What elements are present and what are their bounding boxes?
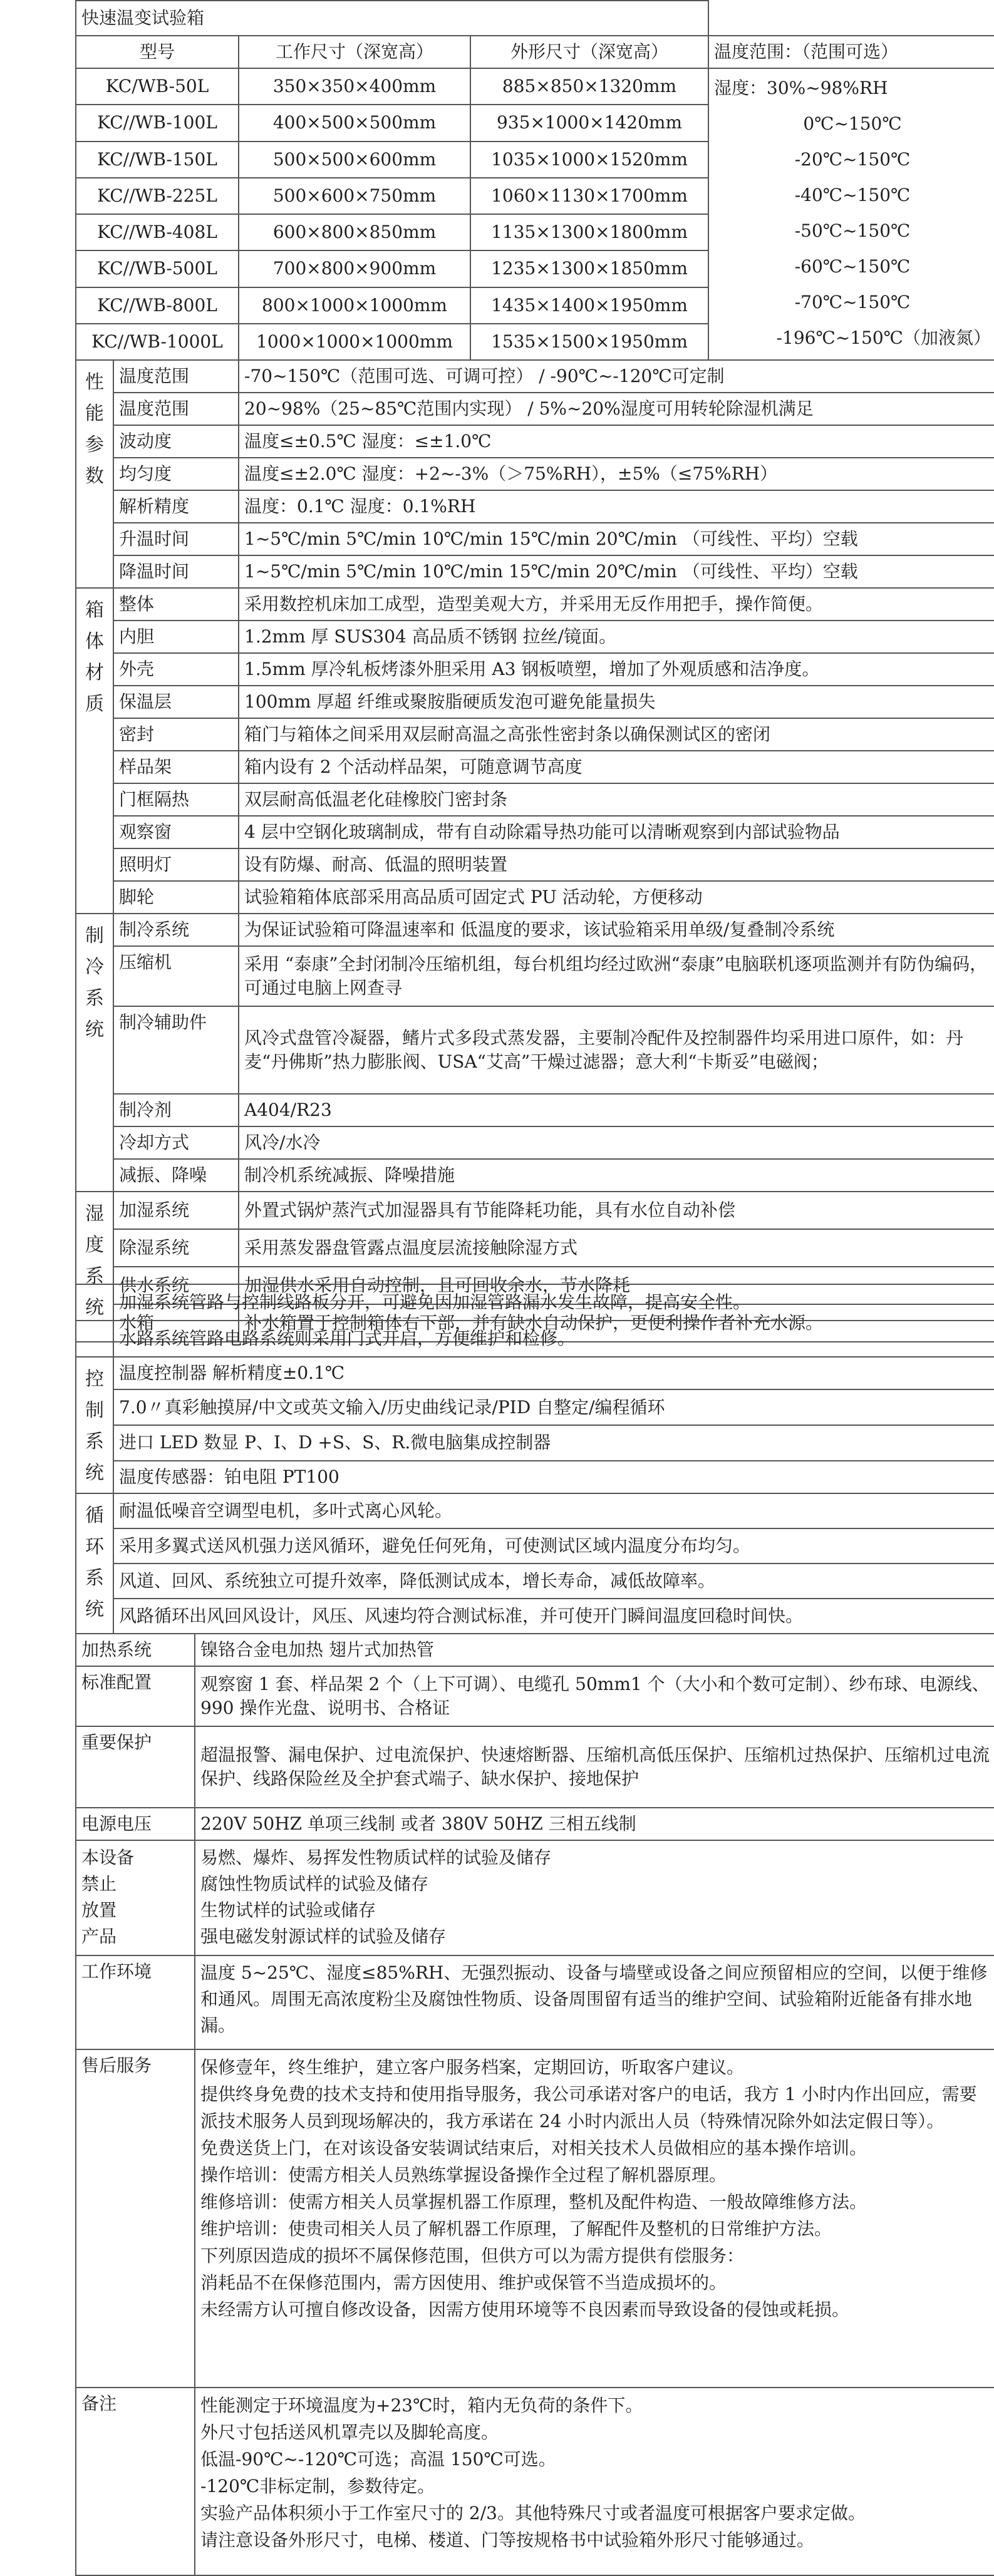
outer-size-cell: 1435×1400×1950mm	[470, 287, 708, 324]
temp-option: -60℃~150℃	[794, 256, 911, 277]
note-line: 外尺寸包括送风机罩壳以及脚轮高度。	[200, 2422, 499, 2443]
section-label-circulation: 循环系统	[76, 1493, 113, 1634]
service-line: 下列原因造成的损坏不属保修范围，但供方可以为需方提供有偿服务：	[200, 2245, 745, 2266]
control-item: 温度控制器 解析精度±0.1℃	[113, 1357, 994, 1389]
spec-table-2	[75, 1284, 994, 2576]
humidity-extra-line: 水路系统管路电路系统则采用门式开启，方便维护和检修。	[113, 1321, 994, 1357]
section-label-humidity: 湿度系统	[76, 1192, 113, 1342]
service-line: 免费送货上门，在对该设备安装调试结束后，对相关技术人员做相应的基本操作培训。	[200, 2138, 867, 2158]
param-name: 供水系统	[113, 1267, 239, 1304]
param-name: 温度范围	[113, 393, 239, 425]
param-name: 外壳	[113, 653, 239, 686]
param-name: 制冷剂	[113, 1094, 239, 1126]
work-size-cell: 800×1000×1000mm	[239, 287, 470, 324]
param-name: 照明灯	[113, 848, 239, 881]
notes-lines	[195, 2388, 994, 2575]
param-name: 密封	[113, 718, 239, 751]
param-value: 外置式锅炉蒸汽式加湿器具有节能降耗功能，具有水位自动补偿	[239, 1192, 994, 1229]
param-name: 样品架	[113, 751, 239, 783]
prohibit-item: 生物试样的试验或储存	[200, 1900, 376, 1920]
prohibit-label-line: 本设备	[81, 1847, 135, 1868]
param-value: 风冷式盘管冷凝器，鳍片式多段式蒸发器，主要制冷配件及控制器件均采用进口原件，如：丹麦“丹佛斯”热力膨胀阀、USA“艾高”干燥过滤器；意大利“卡斯妥”电磁阀；	[239, 1006, 994, 1094]
control-item: 7.0〃真彩触摸屏/中文或英文输入/历史曲线记录/PID 自整定/编程循环	[113, 1389, 994, 1425]
temp-option: -50℃~150℃	[794, 220, 911, 241]
section-label-cabinet: 箱体材质	[76, 588, 113, 914]
work-size-cell: 1000×1000×1000mm	[239, 324, 470, 360]
prohibit-item: 易燃、爆炸、易挥发性物质试样的试验及储存	[200, 1847, 552, 1868]
temp-option: -40℃~150℃	[794, 185, 911, 205]
outer-size-cell: 1535×1500×1950mm	[470, 324, 708, 360]
service-line: 提供终身免费的技术支持和使用指导服务，我公司承诺对客户的电话，我方 1 小时内作出回应，需要派技术服务人员到现场解决的，我方承诺在 24 小时内派出人员（特殊情况除外如法定假日等）。	[200, 2084, 977, 2131]
param-value: 箱门与箱体之间采用双层耐高温之高张性密封条以确保测试区的密闭	[239, 718, 994, 751]
param-name: 减振、降噪	[113, 1159, 239, 1192]
service-line: 维护培训：使贵司相关人员了解机器工作原理，了解配件及整机的日常维护方法。	[200, 2218, 832, 2239]
param-value: 温度≤±0.5℃ 湿度：≤±1.0℃	[239, 425, 994, 458]
param-value: 为保证试验箱可降温速率和 低温度的要求，该试验箱采用单级/复叠制冷系统	[239, 914, 994, 946]
param-name: 均匀度	[113, 458, 239, 490]
param-name: 整体	[113, 588, 239, 621]
temp-option: 0℃~150℃	[803, 113, 902, 134]
param-value: 100mm 厚超 纤维或聚胺脂硬质发泡可避免能量损失	[239, 686, 994, 718]
section-label-performance: 性能参数	[76, 360, 113, 588]
param-name: 降温时间	[113, 555, 239, 588]
model-cell: KC//WB-1000L	[76, 324, 239, 360]
humidity-extra-line: 加湿系统管路与控制线路板分开，可避免因加湿管路漏水发生故障，提高安全性。	[113, 1284, 994, 1321]
param-value: 1~5℃/min 5℃/min 10℃/min 15℃/min 20℃/min （可线性、平均）空载	[239, 555, 994, 588]
temp-option: -196℃~150℃（加液氮）	[776, 327, 991, 348]
outer-size-cell: 1235×1300×1850mm	[470, 250, 708, 287]
param-value: 加湿供水采用自动控制，且可回收余水，节水降耗	[239, 1267, 994, 1304]
param-name: 水箱	[113, 1304, 239, 1342]
model-cell: KC//WB-150L	[76, 142, 239, 178]
prohibit-items	[195, 1840, 994, 1955]
spec-table-1	[75, 0, 994, 1342]
param-name: 内胆	[113, 621, 239, 653]
param-name: 保温层	[113, 686, 239, 718]
param-value: 双层耐高低温老化硅橡胶门密封条	[239, 783, 994, 816]
outer-size-cell: 1060×1130×1700mm	[470, 178, 708, 214]
model-cell: KC//WB-500L	[76, 250, 239, 287]
param-value: 风冷/水冷	[239, 1126, 994, 1159]
note-line: -120℃非标定制，参数待定。	[200, 2476, 435, 2496]
circulation-item: 风路循环出风回风设计，风压、风速均符合测试标准，并可使开门瞬间温度回稳时间快。	[113, 1599, 994, 1634]
param-name: 观察窗	[113, 816, 239, 848]
param-value: 1.2mm 厚 SUS304 高品质不锈钢 拉丝/镜面。	[239, 621, 994, 653]
work-size-cell: 600×800×850mm	[239, 214, 470, 250]
prohibit-label-line: 放置	[81, 1900, 117, 1920]
model-cell: KC/WB-50L	[76, 68, 239, 105]
header-model: 型号	[76, 36, 239, 68]
standard-config-value: 观察窗 1 套、样品架 2 个（上下可调）、电缆孔 50mm1 个（大小和个数可定制）、纱布球、电源线、990 操作光盘、说明书、合格证	[195, 1666, 994, 1726]
param-value: A404/R23	[239, 1094, 994, 1126]
outer-size-cell: 1035×1000×1520mm	[470, 142, 708, 178]
note-line: 请注意设备外形尺寸，电梯、楼道、门等按规格书中试验箱外形尺寸能够通过。	[200, 2530, 815, 2550]
param-value: 设有防爆、耐高、低温的照明装置	[239, 848, 994, 881]
environment-label: 工作环境	[76, 1955, 195, 2049]
header-outer-size: 外形尺寸（深宽高）	[470, 36, 708, 68]
circulation-item: 耐温低噪音空调型电机，多叶式离心风轮。	[113, 1493, 994, 1528]
notes-label: 备注	[76, 2388, 195, 2575]
prohibit-item: 腐蚀性物质试样的试验及储存	[200, 1873, 429, 1894]
param-name: 温度范围	[113, 360, 239, 393]
param-value: 采用蒸发器盘管露点温度层流接触除湿方式	[239, 1229, 994, 1267]
param-value: -70~150℃（范围可选、可调可控） / -90℃~-120℃可定制	[239, 360, 994, 393]
heating-value: 镍铬合金电加热 翅片式加热管	[195, 1634, 994, 1666]
param-name: 加湿系统	[113, 1192, 239, 1229]
outer-size-cell: 885×850×1320mm	[470, 68, 708, 105]
protection-value: 超温报警、漏电保护、过电流保护、快速熔断器、压缩机高低压保护、压缩机过热保护、压缩机过电流保护、线路保险丝及全护套式端子、缺水保护、接地保护	[195, 1726, 994, 1808]
outer-size-cell: 1135×1300×1800mm	[470, 214, 708, 250]
service-line: 保修壹年，终生维护，建立客户服务档案，定期回访，听取客户建议。	[200, 2057, 745, 2078]
param-name: 除湿系统	[113, 1229, 239, 1267]
work-size-cell: 400×500×500mm	[239, 105, 470, 141]
work-size-cell: 700×800×900mm	[239, 250, 470, 287]
param-value: 试验箱箱体底部采用高品质可固定式 PU 活动轮，方便移动	[239, 881, 994, 914]
circulation-item: 风道、回风、系统独立可提升效率，降低测试成本，增长寿命，减低故障率。	[113, 1564, 994, 1599]
param-value: 温度：0.1℃ 湿度：0.1%RH	[239, 490, 994, 523]
section-label-control: 控制系统	[76, 1357, 113, 1493]
model-cell: KC//WB-225L	[76, 178, 239, 214]
param-value: 箱内设有 2 个活动样品架，可随意调节高度	[239, 751, 994, 783]
service-lines	[195, 2049, 994, 2388]
prohibit-label	[76, 1840, 195, 1955]
power-value: 220V 50HZ 单项三线制 或者 380V 50HZ 三相五线制	[195, 1808, 994, 1840]
protection-label: 重要保护	[76, 1726, 195, 1808]
param-value: 采用 “泰康”全封闭制冷压缩机组，每台机组均经过欧洲“泰康”电脑联机逐项监测并有防伪编码，可通过电脑上网查寻	[239, 946, 994, 1006]
param-value: 采用数控机床加工成型，造型美观大方，并采用无反作用把手，操作简便。	[239, 588, 994, 621]
note-line: 实验产品体积须小于工作室尺寸的 2/3。其他特殊尺寸或者温度可根据客户要求定做。	[200, 2503, 866, 2523]
service-line: 消耗品不在保修范围内，需方因使用、维护或保管不当造成损坏的。	[200, 2272, 727, 2293]
param-name: 门框隔热	[113, 783, 239, 816]
param-value: 温度≤±2.0℃ 湿度：+2~-3%（＞75%RH），±5%（≤75%RH）	[239, 458, 994, 490]
service-line: 未经需方认可擅自修改设备，因需方使用环境等不良因素而导致设备的侵蚀或耗损。	[200, 2299, 850, 2320]
temp-option: -20℃~150℃	[794, 149, 911, 170]
service-label: 售后服务	[76, 2049, 195, 2388]
work-size-cell: 350×350×400mm	[239, 68, 470, 105]
standard-config-label: 标准配置	[76, 1666, 195, 1726]
param-name: 制冷系统	[113, 914, 239, 946]
note-line: 低温-90℃~-120℃可选；高温 150℃可选。	[200, 2449, 556, 2470]
section-label-refrigeration: 制冷系统	[76, 914, 113, 1192]
work-size-cell: 500×500×600mm	[239, 142, 470, 178]
param-value: 1~5℃/min 5℃/min 10℃/min 15℃/min 20℃/min （可线性、平均）空载	[239, 523, 994, 555]
param-value: 20~98%（25~85℃范围内实现） / 5%~20%湿度可用转轮除湿机满足	[239, 393, 994, 425]
param-name: 升温时间	[113, 523, 239, 555]
param-name: 制冷辅助件	[113, 1006, 239, 1094]
model-cell: KC//WB-800L	[76, 287, 239, 324]
prohibit-item: 强电磁发射源试样的试验及储存	[200, 1926, 447, 1947]
control-item: 温度传感器：铂电阻 PT100	[113, 1461, 994, 1494]
note-line: 性能测定于环境温度为+23℃时，箱内无负荷的条件下。	[200, 2395, 643, 2416]
param-value: 补水箱置于控制箱体右下部，并有缺水自动保护，更便利操作者补充水源。	[239, 1304, 994, 1342]
param-name: 压缩机	[113, 946, 239, 1006]
param-name: 冷却方式	[113, 1126, 239, 1159]
param-name: 脚轮	[113, 881, 239, 914]
work-size-cell: 500×600×750mm	[239, 178, 470, 214]
param-name: 波动度	[113, 425, 239, 458]
param-value: 4 层中空钢化玻璃制成，带有自动除霜导热功能可以清晰观察到内部试验物品	[239, 816, 994, 848]
heating-label: 加热系统	[76, 1634, 195, 1666]
service-line: 维修培训：使需方相关人员掌握机器工作原理，整机及配件构造、一般故障维修方法。	[200, 2192, 867, 2212]
prohibit-label-line: 产品	[81, 1926, 117, 1947]
param-value: 1.5mm 厚冷轧板烤漆外胆采用 A3 钢板喷塑，增加了外观质感和洁净度。	[239, 653, 994, 686]
header-temp-range: 温度范围：（范围可选）	[708, 36, 994, 68]
power-label: 电源电压	[76, 1808, 195, 1840]
param-value: 制冷机系统减振、降噪措施	[239, 1159, 994, 1192]
model-cell: KC//WB-408L	[76, 214, 239, 250]
service-line: 操作培训：使需方相关人员熟练掌握设备操作全过程了解机器原理。	[200, 2165, 727, 2185]
control-item: 进口 LED 数显 P、I、D +S、S、R.微电脑集成控制器	[113, 1425, 994, 1461]
model-cell: KC//WB-100L	[76, 105, 239, 141]
temp-option: -70℃~150℃	[794, 292, 911, 312]
temp-option: 湿度：30%~98%RH	[714, 78, 888, 98]
prohibit-label-line: 禁止	[81, 1873, 117, 1894]
circulation-item: 采用多翼式送风机强力送风循环，避免任何死角，可使测试区域内温度分布均匀。	[113, 1528, 994, 1564]
table-title: 快速温变试验箱	[76, 1, 708, 36]
environment-value: 温度 5~25℃、湿度≤85%RH、无强烈振动、设备与墙壁或设备之间应预留相应的空间，以便于维修和通风。周围无高浓度粉尘及腐蚀性物质、设备周围留有适当的维护空间、试验箱附近能备有排水地漏。	[195, 1955, 994, 2049]
outer-size-cell: 935×1000×1420mm	[470, 105, 708, 141]
temp-options-cell	[708, 68, 994, 360]
header-work-size: 工作尺寸（深宽高）	[239, 36, 470, 68]
param-name: 解析精度	[113, 490, 239, 523]
